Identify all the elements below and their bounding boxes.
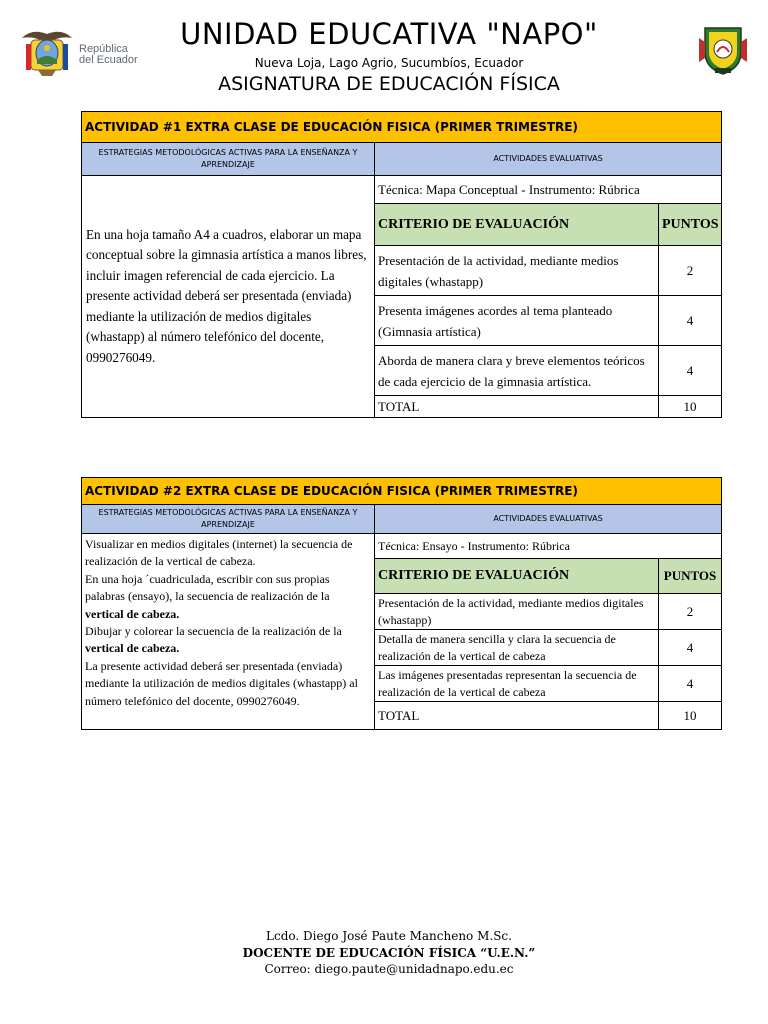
subject-title: ASIGNATURA DE EDUCACIÓN FÍSICA (218, 73, 560, 95)
technique-instrument: Técnica: Mapa Conceptual - Instrumento: Rúbrica (375, 176, 722, 204)
technique-instrument: Técnica: Ensayo - Instrumento: Rúbrica (375, 534, 722, 559)
criterion-row-2: Detalla de manera sencilla y clara la secuencia de realización de la vertical de cabeza (375, 630, 659, 666)
description-paragraph-3: Dibujar y colorear la secuencia de la realización de la (85, 624, 342, 639)
criteria-header: CRITERIO DE EVALUACIÓN (375, 559, 659, 594)
criterion-row-3: Las imágenes presentadas representan la secuencia de realización de la vertical de cabeza (375, 666, 659, 702)
activity-2-table (81, 477, 722, 730)
criterion-points-3: 4 (659, 666, 722, 702)
activity-1-description: En una hoja tamaño A4 a cuadros, elaborar un mapa conceptual sobre la gimnasia artística a manos libres, incluir imagen referencial de cada ejercicio. La presente actividad deberá ser presentada (enviada) mediante la utilización de medios digitales (whastapp) al número telefónico del docente, 0990276049. (82, 176, 375, 418)
activity-1-title: ACTIVIDAD #1 EXTRA CLASE DE EDUCACIÓN FISICA (PRIMER TRIMESTRE) (82, 112, 722, 143)
activity-1-table (81, 111, 722, 418)
school-name: UNIDAD EDUCATIVA "NAPO" (180, 17, 598, 51)
signature-block (0, 928, 768, 978)
points-header: PUNTOS (659, 204, 722, 246)
school-crest-icon (695, 22, 751, 78)
school-location: Nueva Loja, Lago Agrio, Sucumbíos, Ecuador (254, 56, 524, 70)
evaluative-activities-header: ACTIVIDADES EVALUATIVAS (375, 143, 722, 176)
criterion-row-2: Presenta imágenes acordes al tema planteado (Gimnasia artística) (375, 296, 659, 346)
evaluative-activities-header: ACTIVIDADES EVALUATIVAS (375, 505, 722, 534)
description-paragraph-2: En una hoja ´cuadriculada, escribir con sus propias palabras (ensayo), la secuencia de realización de la (85, 571, 330, 604)
total-points: 10 (659, 702, 722, 730)
republica-del-ecuador-label: República del Ecuador (79, 43, 138, 66)
activity-2-description (82, 534, 375, 730)
total-label: TOTAL (375, 396, 659, 418)
criteria-header: CRITERIO DE EVALUACIÓN (375, 204, 659, 246)
criterion-row-1: Presentación de la actividad, mediante medios digitales (whastapp) (375, 246, 659, 296)
total-points: 10 (659, 396, 722, 418)
criterion-points-1: 2 (659, 246, 722, 296)
activity-2-title: ACTIVIDAD #2 EXTRA CLASE DE EDUCACIÓN FISICA (PRIMER TRIMESTRE) (82, 478, 722, 505)
criterion-points-1: 2 (659, 594, 722, 630)
strategies-header: ESTRATEGIAS METODOLÓGICAS ACTIVAS PARA LA ENSEÑANZA Y APRENDIZAJE (82, 505, 375, 534)
description-emphasis-1: vertical de cabeza. (85, 606, 180, 621)
criterion-points-2: 4 (659, 296, 722, 346)
teacher-name: Lcdo. Diego José Paute Mancheno M.Sc. (266, 929, 512, 943)
total-label: TOTAL (375, 702, 659, 730)
strategies-header: ESTRATEGIAS METODOLÓGICAS ACTIVAS PARA LA ENSEÑANZA Y APRENDIZAJE (82, 143, 375, 176)
description-paragraph-4: La presente actividad deberá ser presentada (enviada) mediante la utilización de medios digitales (whastapp) al número telefónico del docente, 0990276049. (85, 658, 358, 708)
criterion-row-3: Aborda de manera clara y breve elementos teóricos de cada ejercicio de la gimnasia artística. (375, 346, 659, 396)
criterion-points-2: 4 (659, 630, 722, 666)
description-emphasis-2: vertical de cabeza. (85, 641, 180, 656)
points-header: PUNTOS (659, 559, 722, 594)
criterion-points-3: 4 (659, 346, 722, 396)
criterion-row-1: Presentación de la actividad, mediante medios digitales (whastapp) (375, 594, 659, 630)
description-paragraph-1: Visualizar en medios digitales (internet) la secuencia de realización de la vertical de cabeza. (85, 537, 353, 569)
teacher-email: Correo: diego.paute@unidadnapo.edu.ec (264, 962, 514, 976)
teacher-role: DOCENTE DE EDUCACIÓN FÍSICA “U.E.N.” (242, 945, 536, 960)
